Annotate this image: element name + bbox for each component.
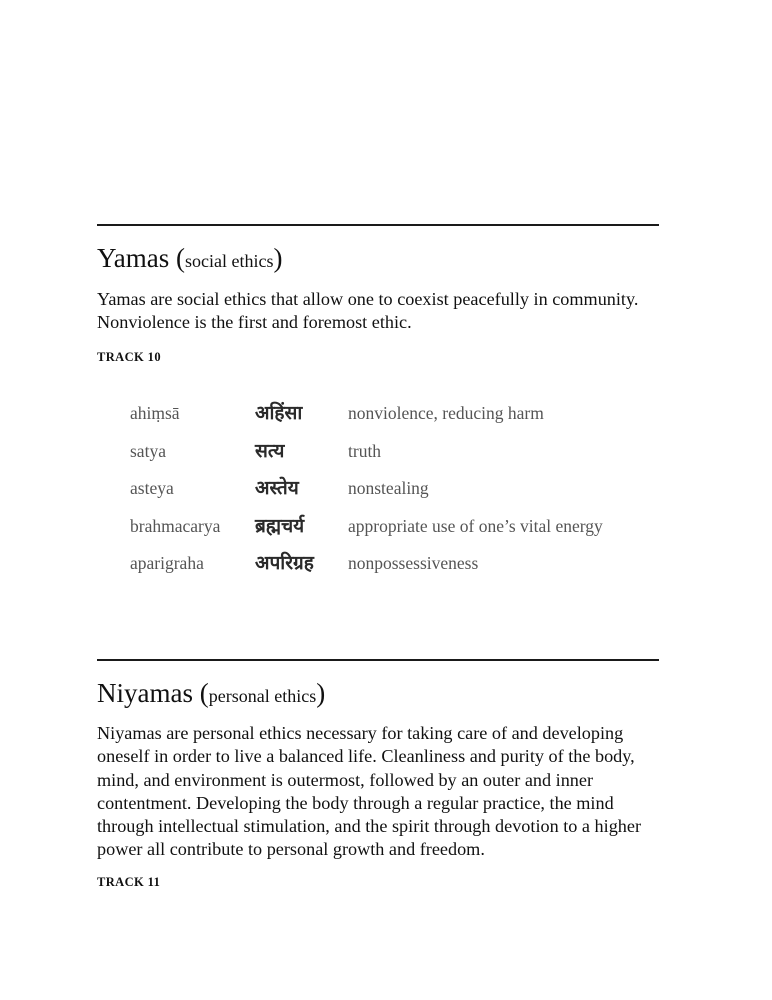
niyamas-description: Niyamas are personal ethics necessary for taking care of and developing oneself in order to live a balanced life. Cleanliness and purity of the body, mind, and environment is outermost, followed by an outer and inner contentment. Developing the body through a regular practice, the mind through intellectual stimulation, and the spirit through devotion to a higher power all contribute to personal growth and freedom. <box>97 723 642 860</box>
yamas-paren-open: ( <box>176 243 186 273</box>
term-row-ahimsa <box>130 400 670 438</box>
term-meaning: nonstealing <box>348 478 429 499</box>
niyamas-heading <box>97 677 325 712</box>
term-row-brahmacarya <box>130 513 670 551</box>
term-transliteration: brahmacarya <box>130 515 221 536</box>
yamas-title: Yamas <box>97 243 170 273</box>
yamas-heading <box>97 242 283 277</box>
term-meaning: nonpossessiveness <box>348 553 479 574</box>
term-row-aparigraha <box>130 550 670 588</box>
yamas-subtitle: social ethics <box>185 251 274 271</box>
term-row-satya <box>130 438 670 476</box>
term-row-asteya <box>130 475 670 513</box>
term-meaning: appropriate use of one’s vital energy <box>348 515 603 536</box>
term-devanagari: अपरिग्रह <box>255 552 314 575</box>
section-divider-niyamas <box>97 659 659 661</box>
term-transliteration: aparigraha <box>130 553 204 574</box>
term-devanagari: अहिंसा <box>255 402 303 424</box>
niyamas-paren-open: ( <box>199 678 209 708</box>
term-devanagari: सत्य <box>255 439 285 462</box>
yamas-term-table <box>130 400 670 588</box>
yamas-description: Yamas are social ethics that allow one to coexist peacefully in community. Nonviolence is the first and foremost ethic. <box>97 289 639 333</box>
term-devanagari: अस्तेय <box>255 477 299 500</box>
term-transliteration: ahiṃsā <box>130 403 180 423</box>
niyamas-title: Niyamas <box>97 678 193 708</box>
niyamas-track-label: TRACK 11 <box>97 875 161 889</box>
section-divider-yamas <box>97 224 659 226</box>
term-meaning: nonviolence, reducing harm <box>348 403 544 423</box>
yamas-track-label: TRACK 10 <box>97 350 161 364</box>
term-transliteration: satya <box>130 440 166 461</box>
term-devanagari: ब्रह्मचर्य <box>255 514 305 537</box>
term-meaning: truth <box>348 440 382 461</box>
term-transliteration: asteya <box>130 478 174 499</box>
niyamas-paren-close: ) <box>316 678 326 708</box>
niyamas-subtitle: personal ethics <box>208 686 317 706</box>
yamas-paren-close: ) <box>273 243 283 273</box>
